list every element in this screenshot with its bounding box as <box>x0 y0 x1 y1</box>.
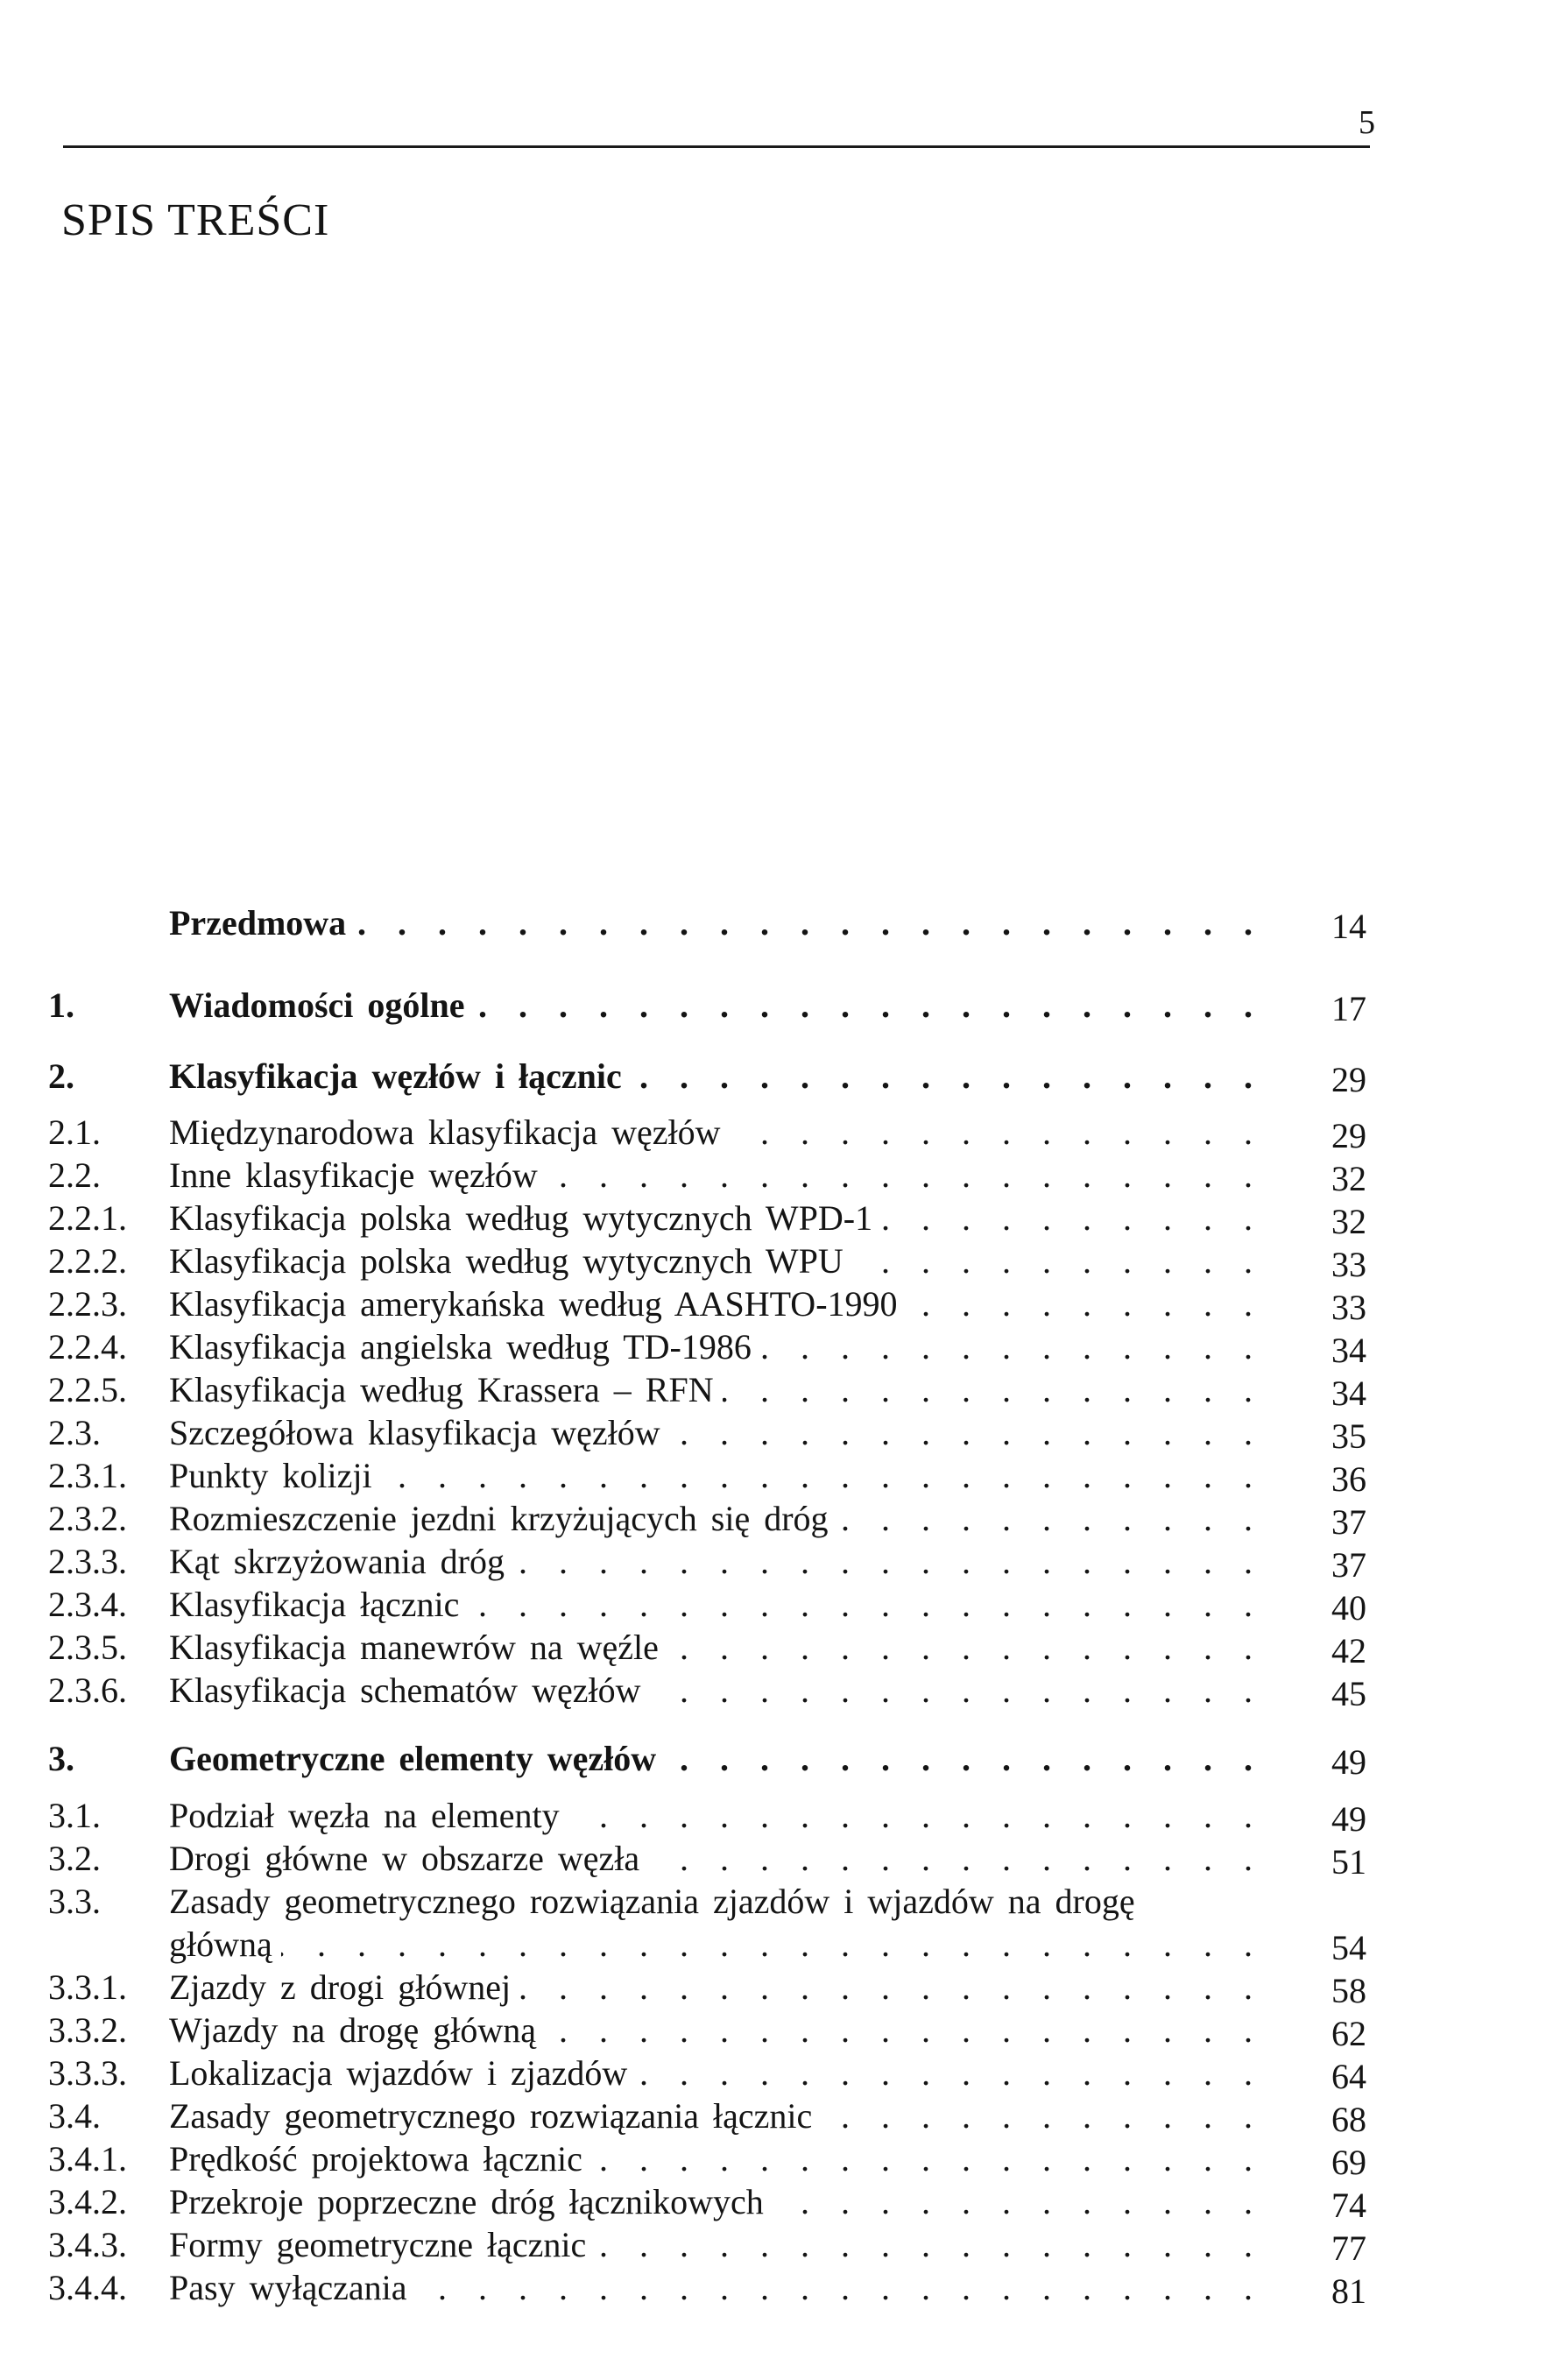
toc-entry-page: 35 <box>1331 1416 1366 1456</box>
toc-entry <box>48 1283 1366 1325</box>
toc-entry-title: Klasyfikacja polska według wytycznych WPD-1 . . . <box>169 1197 1261 1239</box>
toc-entry <box>48 1155 1366 1197</box>
toc-entry-page: 64 <box>1331 2057 1366 2096</box>
toc-entry <box>48 1056 1366 1098</box>
toc-entry-page: 17 <box>1331 989 1366 1028</box>
toc-entry-title: Klasyfikacja polska według wytycznych WPU . . . <box>169 1240 1261 1282</box>
toc-entry <box>48 1541 1366 1583</box>
toc-entry-page: 32 <box>1331 1159 1366 1198</box>
toc-entry-title: Zasady geometrycznego rozwiązania zjazdów i wjazdów na drogę <box>169 1881 1261 1923</box>
toc-entry-number: 2.1. <box>48 1112 101 1152</box>
toc-entry-number: 2.2. <box>48 1155 101 1195</box>
toc-entry-page: 51 <box>1331 1842 1366 1882</box>
toc-entry-number: 1. <box>48 985 74 1025</box>
toc-entry-page: 40 <box>1331 1588 1366 1628</box>
toc-entry-number: 3.3. <box>48 1882 101 1921</box>
toc-entry-number: 2.2.3. <box>48 1284 127 1324</box>
toc-entry-title: Klasyfikacja amerykańska według AASHTO-1990 . . . <box>169 1283 1261 1325</box>
toc-entry <box>48 2009 1366 2052</box>
toc-entry-number: 3.4.2. <box>48 2182 127 2221</box>
page-title: SPIS TREŚCI <box>61 195 330 245</box>
toc-entry <box>48 1670 1366 1712</box>
toc-entry-number: 3.4. <box>48 2096 101 2136</box>
toc-entry-title: Rozmieszczenie jezdni krzyżujących się dróg . . . <box>169 1498 1261 1540</box>
toc-entry-number: 2.3.2. <box>48 1499 127 1538</box>
toc-entry-title: Wjazdy na drogę główną . . . <box>169 2009 1261 2052</box>
toc-entry-page: 36 <box>1331 1459 1366 1499</box>
toc-entry-title: Klasyfikacja węzłów i łącznic . . . <box>169 1056 1261 1098</box>
toc-entry <box>48 1112 1366 1154</box>
toc-entry-number: 2. <box>48 1056 74 1096</box>
toc-entry-number: 2.3.6. <box>48 1670 127 1710</box>
toc-entry-title: Klasyfikacja łącznic . . . <box>169 1584 1261 1626</box>
toc-entry <box>48 2052 1366 2094</box>
toc-entry-page: 34 <box>1331 1331 1366 1370</box>
toc-entry <box>48 985 1366 1027</box>
toc-entry-page: 69 <box>1331 2143 1366 2182</box>
toc-entry <box>48 2267 1366 2309</box>
toc-entry-number: 3.2. <box>48 1839 101 1878</box>
toc-entry-title: Klasyfikacja manewrów na węźle . . . <box>169 1627 1261 1669</box>
toc-entry-page: 74 <box>1331 2186 1366 2225</box>
toc-entry-title: Drogi główne w obszarze węzła . . . <box>169 1838 1261 1880</box>
toc-entry <box>48 1924 1366 1966</box>
toc-entry-page: 49 <box>1331 1742 1366 1782</box>
toc-entry-page: 49 <box>1331 1799 1366 1839</box>
toc-entry-number: 2.2.2. <box>48 1241 127 1281</box>
toc-entry-page: 77 <box>1331 2228 1366 2268</box>
toc-entry-page: 45 <box>1331 1674 1366 1713</box>
toc-entry-number: 3.4.3. <box>48 2225 127 2264</box>
toc-entry-title: główną . . . <box>169 1924 1261 1966</box>
toc-entry-title: Szczegółowa klasyfikacja węzłów . . . <box>169 1412 1261 1454</box>
toc-entry-number: 2.3.4. <box>48 1585 127 1624</box>
toc-entry-page: 29 <box>1331 1060 1366 1099</box>
page-number: 5 <box>1359 104 1375 141</box>
toc-entry-title: Międzynarodowa klasyfikacja węzłów . . . <box>169 1112 1261 1154</box>
toc-entry-page: 42 <box>1331 1631 1366 1670</box>
toc-entry-page: 14 <box>1331 907 1366 946</box>
toc-entry <box>48 902 1366 944</box>
toc-entry-page: 58 <box>1331 1971 1366 2010</box>
toc-entry-title: Podział węzła na elementy . . . <box>169 1795 1261 1837</box>
toc-entry-page: 34 <box>1331 1374 1366 1413</box>
toc-entry <box>48 1498 1366 1540</box>
toc-entry <box>48 1412 1366 1454</box>
toc-entry-page: 37 <box>1331 1545 1366 1585</box>
toc-entry-page: 68 <box>1331 2100 1366 2139</box>
toc-entry-title: Klasyfikacja angielska według TD-1986 . . . <box>169 1326 1261 1368</box>
toc-entry-title: Inne klasyfikacje węzłów . . . <box>169 1155 1261 1197</box>
toc-entry-page: 54 <box>1331 1928 1366 1967</box>
toc-entry <box>48 1369 1366 1411</box>
toc-entry <box>48 1455 1366 1497</box>
toc-entry-number: 3.3.2. <box>48 2010 127 2050</box>
toc-entry <box>48 2138 1366 2180</box>
toc-entry <box>48 1240 1366 1282</box>
toc-entry-title: Pasy wyłączania . . . <box>169 2267 1261 2309</box>
toc-entry-title: Przekroje poprzeczne dróg łącznikowych . . . <box>169 2181 1261 2223</box>
toc-entry <box>48 1838 1366 1880</box>
toc-entry <box>48 1326 1366 1368</box>
toc-entry-number: 3. <box>48 1739 74 1778</box>
toc-entry-page: 29 <box>1331 1116 1366 1155</box>
toc-entry-number: 3.4.1. <box>48 2139 127 2179</box>
toc-entry-title: Klasyfikacja schematów węzłów . . . <box>169 1670 1261 1712</box>
toc-entry-number: 2.3.5. <box>48 1628 127 1667</box>
toc-entry <box>48 1967 1366 2009</box>
toc-entry <box>48 1881 1366 1923</box>
toc-entry-title: Prędkość projektowa łącznic . . . <box>169 2138 1261 2180</box>
toc-entry <box>48 2095 1366 2137</box>
toc-entry-number: 3.4.4. <box>48 2268 127 2307</box>
toc-entry <box>48 1584 1366 1626</box>
toc-entry <box>48 1197 1366 1239</box>
toc-entry-title: Zjazdy z drogi głównej . . . <box>169 1967 1261 2009</box>
toc-entry-title: Zasady geometrycznego rozwiązania łącznic . . . <box>169 2095 1261 2137</box>
toc-entry-page: 32 <box>1331 1202 1366 1241</box>
toc-entry-title: Lokalizacja wjazdów i zjazdów . . . <box>169 2052 1261 2094</box>
toc-entry-page: 81 <box>1331 2271 1366 2311</box>
toc-entry <box>48 1627 1366 1669</box>
toc-entry-title: Wiadomości ogólne . . . <box>169 985 1261 1027</box>
toc-entry-number: 2.3.1. <box>48 1456 127 1495</box>
toc-entry-title: Przedmowa . . . <box>169 902 1261 944</box>
toc-entry-title: Punkty kolizji . . . <box>169 1455 1261 1497</box>
toc-entry-title: Klasyfikacja według Krassera – RFN . . . <box>169 1369 1261 1411</box>
toc-entry-title: Geometryczne elementy węzłów . . . <box>169 1738 1261 1780</box>
toc-entry-title: Formy geometryczne łącznic . . . <box>169 2224 1261 2266</box>
toc-entry-number: 2.3.3. <box>48 1542 127 1581</box>
toc-entry-number: 3.3.1. <box>48 1967 127 2007</box>
toc-entry-number: 2.2.1. <box>48 1198 127 1238</box>
toc-entry-number: 2.3. <box>48 1413 101 1452</box>
toc-entry-number: 2.2.4. <box>48 1327 127 1367</box>
toc-entry-number: 3.3.3. <box>48 2053 127 2093</box>
toc-entry <box>48 1795 1366 1837</box>
toc-entry-number: 2.2.5. <box>48 1370 127 1409</box>
toc-entry-page: 33 <box>1331 1288 1366 1327</box>
toc-entry-page: 37 <box>1331 1502 1366 1542</box>
toc-entry-page: 62 <box>1331 2014 1366 2053</box>
toc-entry-number: 3.1. <box>48 1796 101 1835</box>
toc-entry <box>48 2181 1366 2223</box>
toc-entry <box>48 2224 1366 2266</box>
toc-entry <box>48 1738 1366 1780</box>
toc-entry-title: Kąt skrzyżowania dróg . . . <box>169 1541 1261 1583</box>
toc-entry-page: 33 <box>1331 1245 1366 1284</box>
